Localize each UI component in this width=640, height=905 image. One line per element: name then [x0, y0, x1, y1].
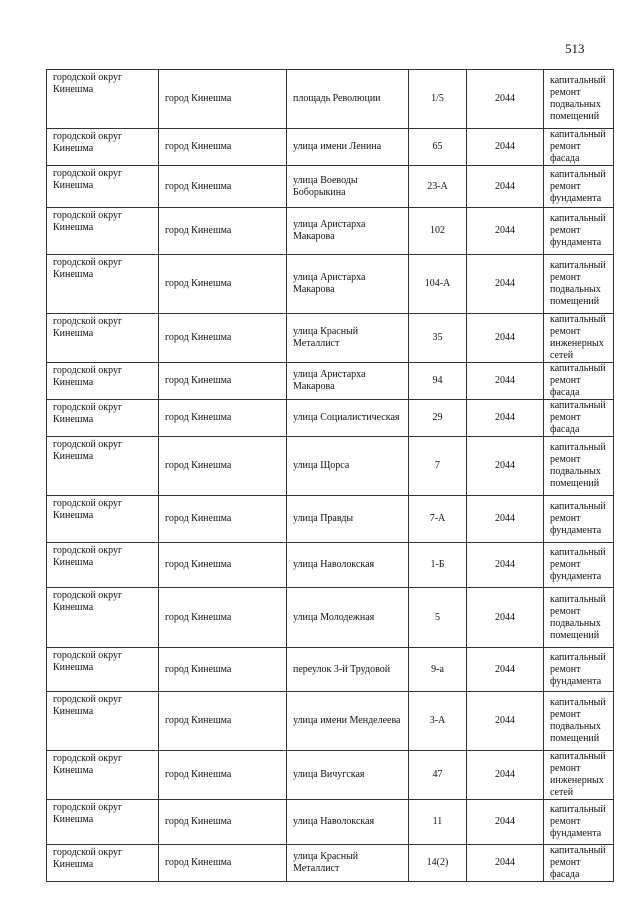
- year-cell: 2044: [467, 314, 544, 363]
- house-number-cell: 29: [409, 400, 467, 437]
- district-cell: городской округ Кинешма: [47, 800, 159, 845]
- work-type-cell: капитальный ремонт подвальных помещений: [544, 692, 614, 751]
- work-type-cell: капитальный ремонт фасада: [544, 363, 614, 400]
- table-row: [47, 692, 614, 751]
- district-cell: городской округ Кинешма: [47, 129, 159, 166]
- city-cell: город Кинешма: [159, 166, 287, 208]
- street-cell: улица Красный Металлист: [287, 314, 409, 363]
- city-cell: город Кинешма: [159, 314, 287, 363]
- city-cell: город Кинешма: [159, 400, 287, 437]
- work-type-cell: капитальный ремонт подвальных помещений: [544, 588, 614, 648]
- district-cell: городской округ Кинешма: [47, 588, 159, 648]
- city-cell: город Кинешма: [159, 255, 287, 314]
- year-cell: 2044: [467, 692, 544, 751]
- year-cell: 2044: [467, 800, 544, 845]
- table-row: [47, 314, 614, 363]
- year-cell: 2044: [467, 255, 544, 314]
- year-cell: 2044: [467, 70, 544, 129]
- table-row: [47, 845, 614, 882]
- house-number-cell: 7-А: [409, 496, 467, 543]
- work-type-cell: капитальный ремонт фундамента: [544, 166, 614, 208]
- year-cell: 2044: [467, 751, 544, 800]
- house-number-cell: 5: [409, 588, 467, 648]
- city-cell: город Кинешма: [159, 70, 287, 129]
- city-cell: город Кинешма: [159, 692, 287, 751]
- table-row: [47, 588, 614, 648]
- work-type-cell: капитальный ремонт инженерных сетей: [544, 314, 614, 363]
- table-row: [47, 437, 614, 496]
- year-cell: 2044: [467, 400, 544, 437]
- city-cell: город Кинешма: [159, 437, 287, 496]
- house-number-cell: 1-Б: [409, 543, 467, 588]
- house-number-cell: 23-А: [409, 166, 467, 208]
- work-type-cell: капитальный ремонт фасада: [544, 845, 614, 882]
- house-number-cell: 14(2): [409, 845, 467, 882]
- page-number: 513: [565, 41, 585, 56]
- street-cell: улица Аристарха Макарова: [287, 255, 409, 314]
- table-row: [47, 648, 614, 692]
- street-cell: улица Щорса: [287, 437, 409, 496]
- district-cell: городской округ Кинешма: [47, 648, 159, 692]
- city-cell: город Кинешма: [159, 363, 287, 400]
- work-type-cell: капитальный ремонт фундамента: [544, 800, 614, 845]
- work-type-cell: капитальный ремонт фундамента: [544, 208, 614, 255]
- district-cell: городской округ Кинешма: [47, 208, 159, 255]
- table-row: [47, 543, 614, 588]
- city-cell: город Кинешма: [159, 648, 287, 692]
- table-row: [47, 400, 614, 437]
- table-row: [47, 70, 614, 129]
- street-cell: улица Вичугская: [287, 751, 409, 800]
- year-cell: 2044: [467, 496, 544, 543]
- house-number-cell: 102: [409, 208, 467, 255]
- house-number-cell: 9-а: [409, 648, 467, 692]
- city-cell: город Кинешма: [159, 751, 287, 800]
- table-row: [47, 751, 614, 800]
- work-type-cell: капитальный ремонт инженерных сетей: [544, 751, 614, 800]
- house-number-cell: 65: [409, 129, 467, 166]
- street-cell: улица Наволокская: [287, 543, 409, 588]
- work-type-cell: капитальный ремонт подвальных помещений: [544, 70, 614, 129]
- street-cell: улица Аристарха Макарова: [287, 363, 409, 400]
- district-cell: городской округ Кинешма: [47, 400, 159, 437]
- table-row: [47, 255, 614, 314]
- work-type-cell: капитальный ремонт фундамента: [544, 496, 614, 543]
- district-cell: городской округ Кинешма: [47, 692, 159, 751]
- house-number-cell: 35: [409, 314, 467, 363]
- work-type-cell: капитальный ремонт фасада: [544, 129, 614, 166]
- district-cell: городской округ Кинешма: [47, 845, 159, 882]
- street-cell: переулок 3-й Трудовой: [287, 648, 409, 692]
- house-number-cell: 11: [409, 800, 467, 845]
- work-type-cell: капитальный ремонт фундамента: [544, 543, 614, 588]
- house-number-cell: 94: [409, 363, 467, 400]
- house-number-cell: 7: [409, 437, 467, 496]
- year-cell: 2044: [467, 208, 544, 255]
- street-cell: улица Красный Металлист: [287, 845, 409, 882]
- street-cell: улица имени Менделеева: [287, 692, 409, 751]
- city-cell: город Кинешма: [159, 800, 287, 845]
- street-cell: улица Воеводы Боборыкина: [287, 166, 409, 208]
- street-cell: площадь Революции: [287, 70, 409, 129]
- repair-schedule-table: [46, 69, 614, 882]
- district-cell: городской округ Кинешма: [47, 496, 159, 543]
- year-cell: 2044: [467, 363, 544, 400]
- year-cell: 2044: [467, 437, 544, 496]
- district-cell: городской округ Кинешма: [47, 255, 159, 314]
- street-cell: улица Аристарха Макарова: [287, 208, 409, 255]
- district-cell: городской округ Кинешма: [47, 314, 159, 363]
- year-cell: 2044: [467, 845, 544, 882]
- table-row: [47, 363, 614, 400]
- house-number-cell: 47: [409, 751, 467, 800]
- district-cell: городской округ Кинешма: [47, 166, 159, 208]
- district-cell: городской округ Кинешма: [47, 70, 159, 129]
- district-cell: городской округ Кинешма: [47, 751, 159, 800]
- table-row: [47, 800, 614, 845]
- city-cell: город Кинешма: [159, 588, 287, 648]
- district-cell: городской округ Кинешма: [47, 363, 159, 400]
- city-cell: город Кинешма: [159, 208, 287, 255]
- table-row: [47, 208, 614, 255]
- house-number-cell: 104-А: [409, 255, 467, 314]
- year-cell: 2044: [467, 588, 544, 648]
- street-cell: улица имени Ленина: [287, 129, 409, 166]
- year-cell: 2044: [467, 543, 544, 588]
- district-cell: городской округ Кинешма: [47, 543, 159, 588]
- year-cell: 2044: [467, 166, 544, 208]
- year-cell: 2044: [467, 129, 544, 166]
- district-cell: городской округ Кинешма: [47, 437, 159, 496]
- work-type-cell: капитальный ремонт подвальных помещений: [544, 255, 614, 314]
- city-cell: город Кинешма: [159, 129, 287, 166]
- street-cell: улица Правды: [287, 496, 409, 543]
- table-row: [47, 166, 614, 208]
- house-number-cell: 1/5: [409, 70, 467, 129]
- work-type-cell: капитальный ремонт подвальных помещений: [544, 437, 614, 496]
- table-row: [47, 496, 614, 543]
- city-cell: город Кинешма: [159, 496, 287, 543]
- work-type-cell: капитальный ремонт фасада: [544, 400, 614, 437]
- street-cell: улица Наволокская: [287, 800, 409, 845]
- work-type-cell: капитальный ремонт фундамента: [544, 648, 614, 692]
- year-cell: 2044: [467, 648, 544, 692]
- city-cell: город Кинешма: [159, 543, 287, 588]
- house-number-cell: 3-А: [409, 692, 467, 751]
- street-cell: улица Социалистическая: [287, 400, 409, 437]
- city-cell: город Кинешма: [159, 845, 287, 882]
- table-row: [47, 129, 614, 166]
- street-cell: улица Молодежная: [287, 588, 409, 648]
